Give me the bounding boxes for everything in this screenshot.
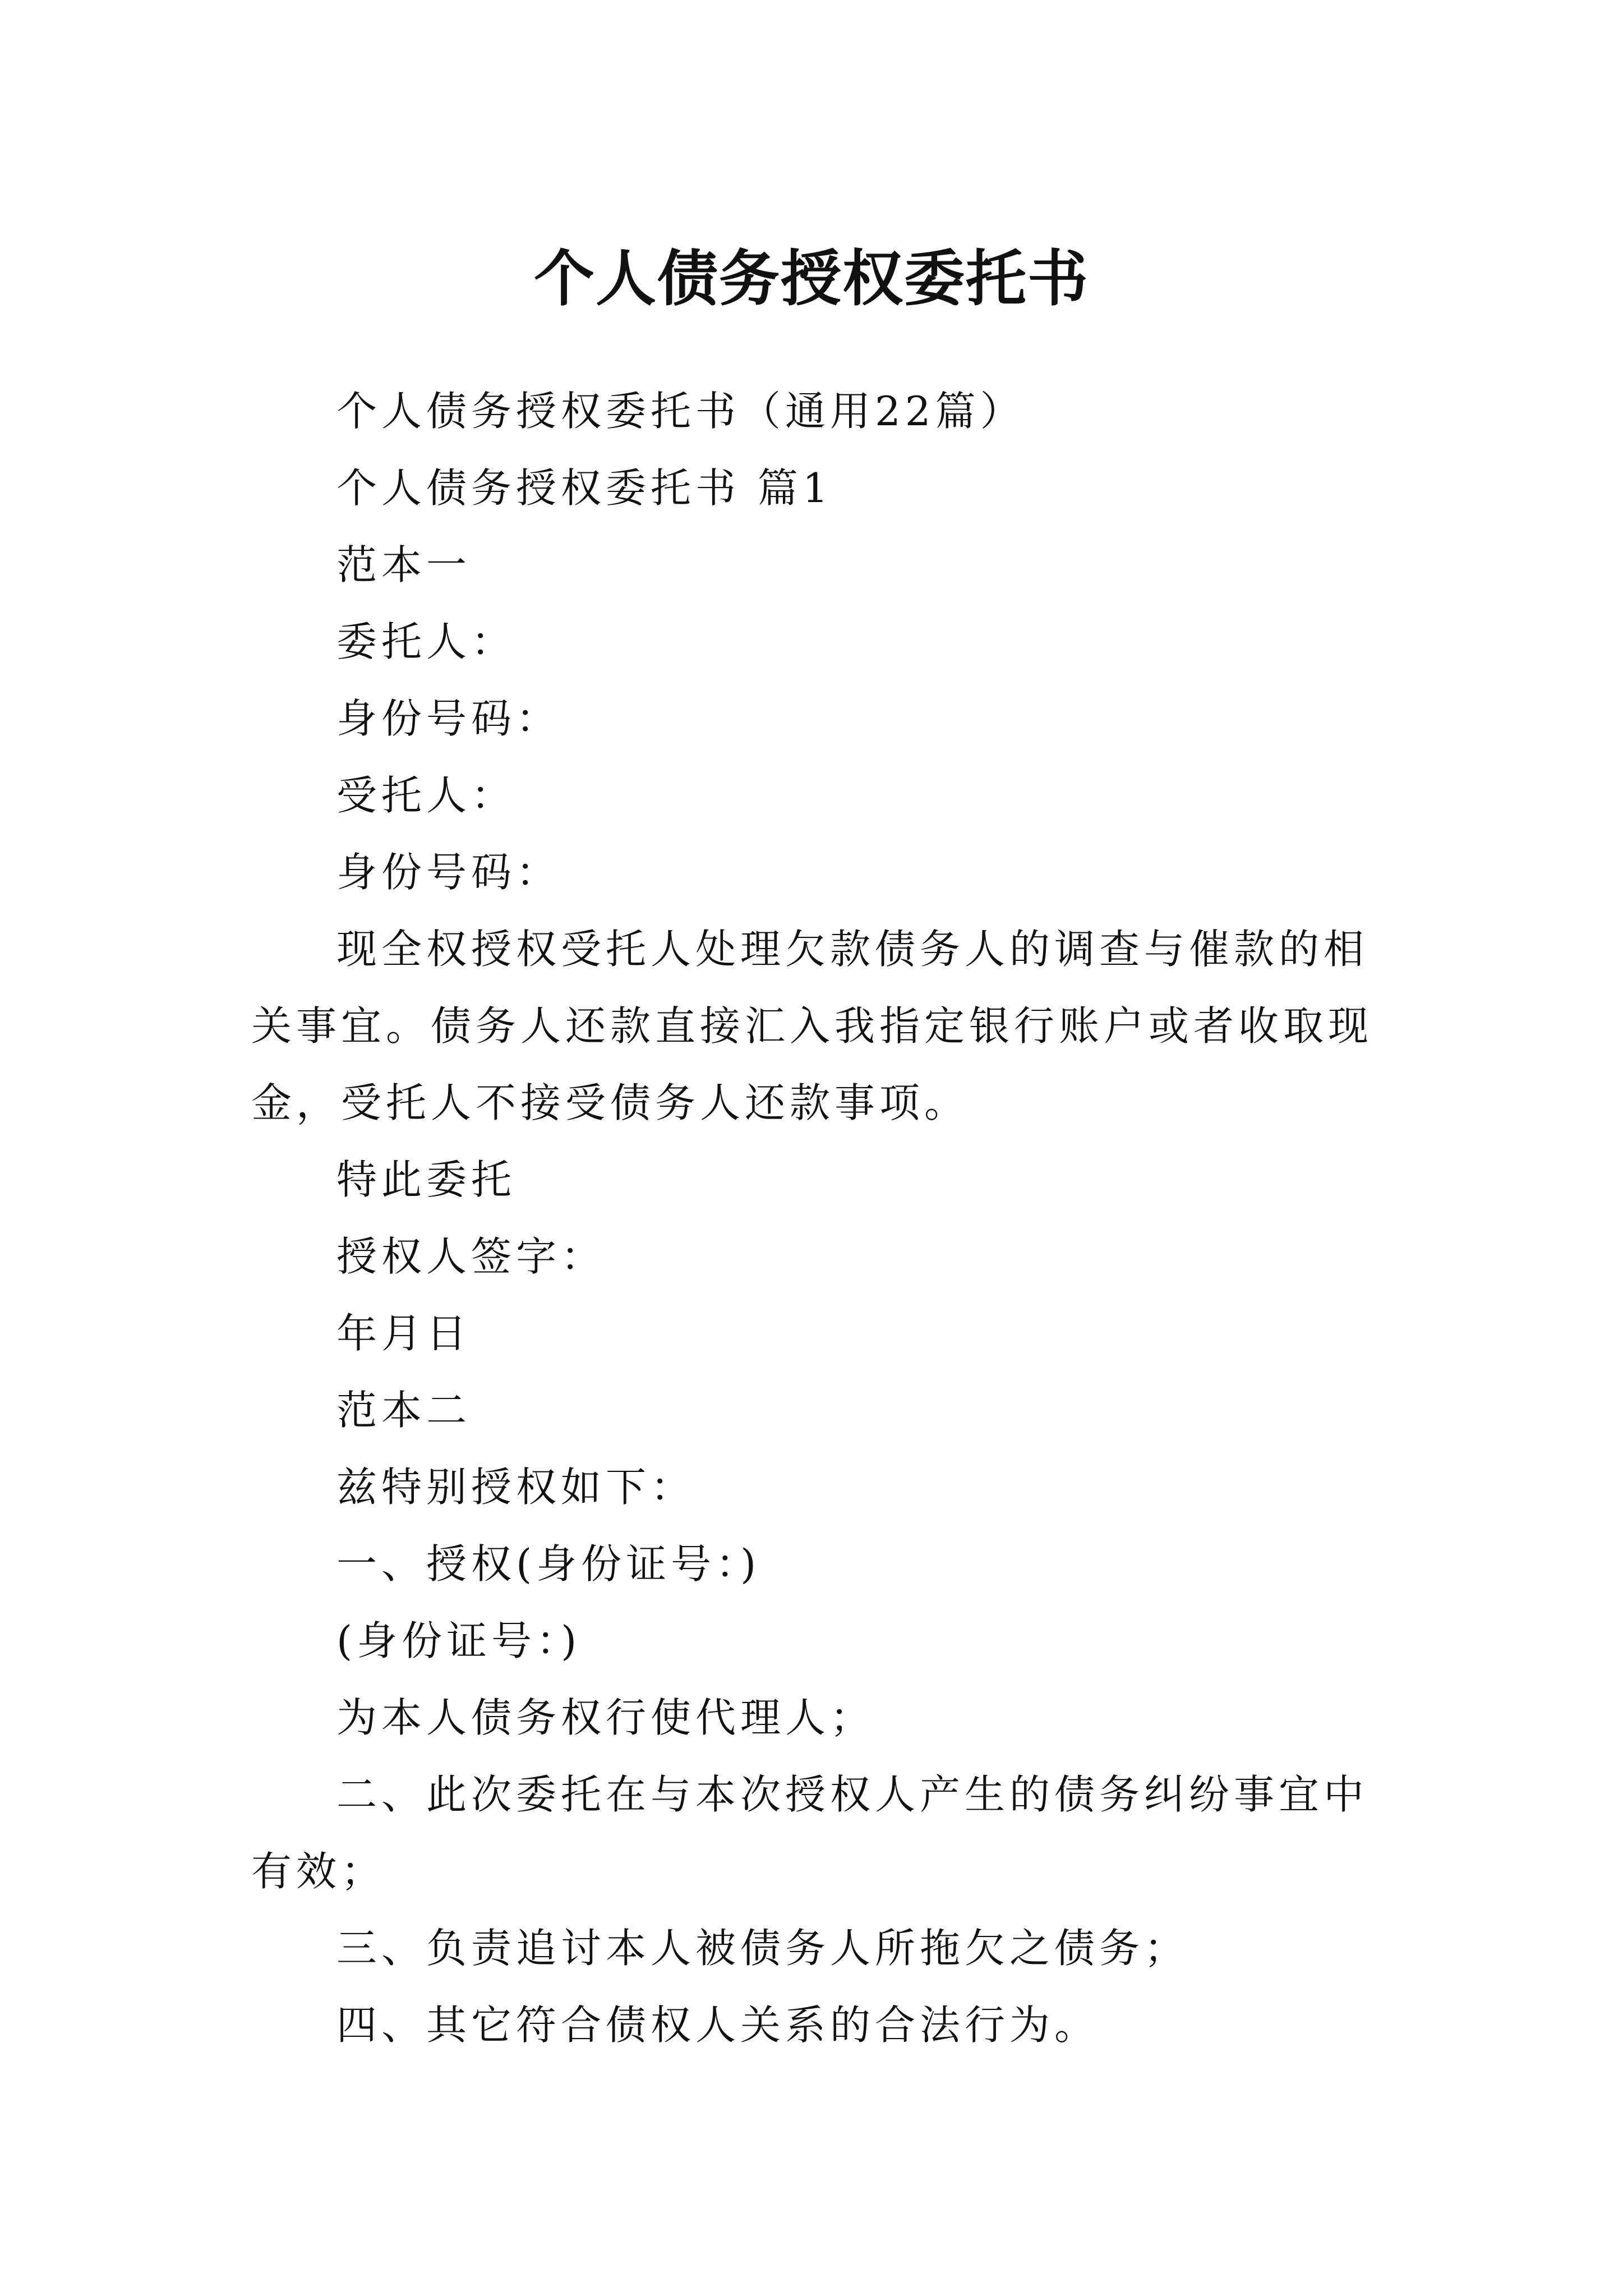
paragraph-18: 三、负责追讨本人被债务人所拖欠之债务； [336, 1925, 1189, 1972]
paragraph-6: 受托人： [336, 772, 517, 819]
paragraph-1: 个人债务授权委托书（通用22篇） [336, 388, 1025, 435]
paragraph-7: 身份号码： [336, 849, 561, 896]
paragraph-10: 授权人签字： [336, 1233, 606, 1280]
paragraph-12: 范本二 [336, 1387, 472, 1434]
paragraph-13: 兹特别授权如下： [336, 1464, 696, 1511]
paragraph-16: 为本人债务权行使代理人； [336, 1694, 875, 1741]
paragraph-2: 个人债务授权委托书 篇1 [336, 464, 833, 512]
paragraph-3: 范本一 [336, 541, 472, 588]
paragraph-17: 二、此次委托在与本次授权人产生的债务纠纷事宜中有效； [251, 1771, 1369, 1895]
document-body [251, 373, 1387, 2064]
paragraph-14: 一、授权(身份证号：) [336, 1540, 761, 1588]
paragraph-19: 四、其它符合债权人关系的合法行为。 [336, 2001, 1100, 2049]
paragraph-5: 身份号码： [336, 695, 561, 742]
paragraph-4: 委托人： [336, 618, 517, 665]
document-title: 个人债务授权委托书 [533, 243, 1089, 315]
paragraph-8: 现全权授权受托人处理欠款债务人的调查与催款的相关事宜。债务人还款直接汇入我指定银行账户或者收取现金，受托人不接受债务人还款事项。 [251, 926, 1373, 1126]
paragraph-11: 年月日 [336, 1310, 472, 1357]
paragraph-15: (身份证号：) [336, 1617, 582, 1664]
paragraph-9: 特此委托 [336, 1156, 517, 1203]
